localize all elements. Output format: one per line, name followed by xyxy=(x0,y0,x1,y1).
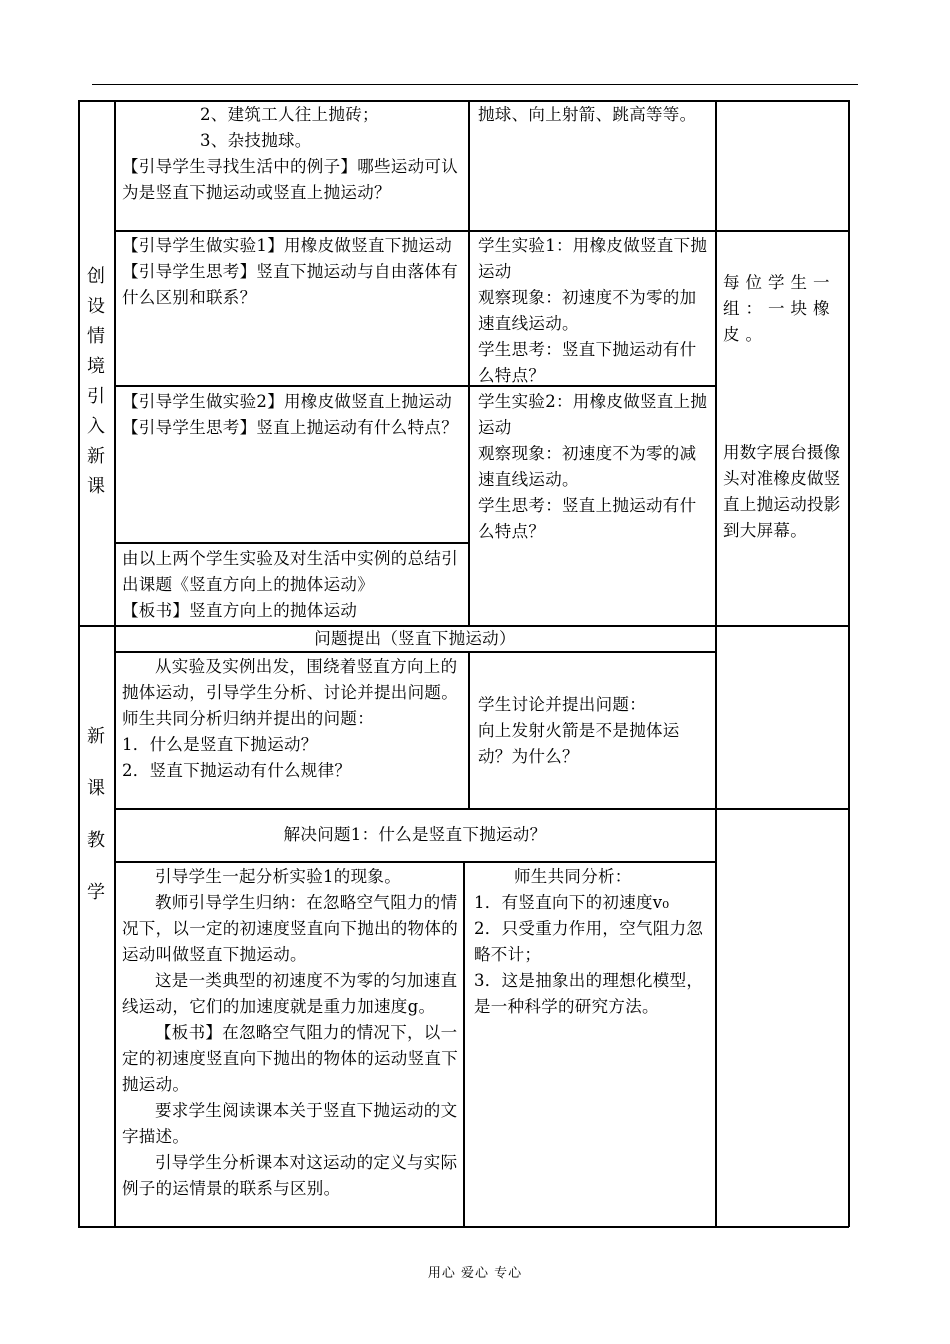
text-line: 【板书】竖直方向上的抛体运动 xyxy=(122,601,358,620)
text-line: 【板书】在忽略空气阻力的情况下，以一定的初速度竖直向下抛出的物体的运动竖直下抛运动。 xyxy=(122,1023,458,1094)
teaching-row1-teacher xyxy=(122,654,464,784)
text-line: 学生思考：竖直上抛运动有什么特点？ xyxy=(478,496,697,541)
text-line: 由以上两个学生实验及对生活中实例的总结引出课题《竖直方向上的抛体运动》 xyxy=(122,549,458,594)
text-line: 【引导学生做实验2】用橡皮做竖直上抛运动【引导学生思考】竖直上抛运动有什么特点？ xyxy=(122,392,458,437)
intro-row2-teacher xyxy=(122,233,464,311)
label-char: 境 xyxy=(87,356,105,377)
text-line: 引导学生分析课本对这运动的定义与实际例子的运情景的联系与区别。 xyxy=(122,1153,458,1198)
text-line: 师生共同分析： xyxy=(514,867,632,886)
text-line: 学生实验1：用橡皮做竖直下抛运动 xyxy=(478,236,708,281)
page-footer: 用心 爱心 专心 xyxy=(427,1266,523,1281)
teaching-row2-teacher xyxy=(122,864,459,1202)
text-line: 1．有竖直向下的初速度v₀ xyxy=(474,893,670,912)
text-line: 教师引导学生归纳：在忽略空气阻力的情况下，以一定的初速度竖直向下抛出的物体的运动叫做竖直下抛运动。 xyxy=(122,893,458,964)
label-char: 新 xyxy=(87,726,105,747)
text-line: 每位学生一组：一块橡皮。 xyxy=(723,273,836,344)
text-line: 引导学生一起分析实验1的现象。 xyxy=(155,867,401,886)
intro-row3-media xyxy=(723,440,843,544)
text-line: 向上发射火箭是不是抛体运动？为什么？ xyxy=(478,721,680,766)
intro-row3-student xyxy=(478,389,710,545)
label-char: 引 xyxy=(87,386,105,407)
intro-row3-teacher xyxy=(122,389,464,441)
text-line: 【引导学生做实验1】用橡皮做竖直下抛运动 xyxy=(122,236,452,255)
text-line: 学生思考：竖直下抛运动有什么特点？ xyxy=(478,340,697,385)
text-line: 学生实验2：用橡皮做竖直上抛运动 xyxy=(478,392,708,437)
text-line: 学生讨论并提出问题： xyxy=(478,695,646,714)
text-line: 1．什么是竖直下抛运动？ xyxy=(122,735,318,754)
label-char: 教 xyxy=(87,830,105,851)
label-char: 设 xyxy=(87,296,105,317)
text-line: 2．竖直下抛运动有什么规律？ xyxy=(122,761,352,780)
text-line: 这是一类典型的初速度不为零的匀加速直线运动，它们的加速度就是重力加速度g。 xyxy=(122,971,458,1016)
intro-row1-student xyxy=(478,102,710,128)
text-line: 【引导学生寻找生活中的例子】哪些运动可认为是竖直下抛运动或竖直上抛运动？ xyxy=(122,157,458,202)
text-line: 抛球、向上射箭、跳高等等。 xyxy=(478,105,697,124)
text-line: 3、杂技抛球。 xyxy=(200,131,312,150)
intro-row1-teacher xyxy=(122,102,464,206)
text-line: 要求学生阅读课本关于竖直下抛运动的文字描述。 xyxy=(122,1101,458,1146)
text-line: 3．这是抽象出的理想化模型，是一种科学的研究方法。 xyxy=(474,971,704,1016)
text-line: 2、建筑工人往上抛砖； xyxy=(200,105,379,124)
section2-header2: 解决问题1：什么是竖直下抛运动？ xyxy=(283,825,547,844)
teaching-row1-student xyxy=(478,692,710,770)
text-line: 【引导学生思考】竖直下抛运动与自由落体有什么区别和联系？ xyxy=(122,262,458,307)
text-line: 观察现象：初速度不为零的减速直线运动。 xyxy=(478,444,697,489)
label-char: 创 xyxy=(87,266,105,287)
text-line: 用数字展台摄像头对准橡皮做竖直上抛运动投影到大屏幕。 xyxy=(723,443,841,540)
intro-row2-media xyxy=(723,270,841,348)
label-char: 课 xyxy=(87,778,105,799)
section-label-teaching xyxy=(78,722,114,904)
label-char: 新 xyxy=(87,446,105,467)
label-char: 课 xyxy=(87,476,105,497)
text-line: 2．只受重力作用，空气阻力忽略不计； xyxy=(474,919,704,964)
label-char: 情 xyxy=(87,326,105,347)
intro-row4-teacher xyxy=(122,546,464,624)
intro-row2-student xyxy=(478,233,710,389)
label-char: 学 xyxy=(87,882,105,903)
section-label-intro xyxy=(78,262,114,498)
label-char: 入 xyxy=(87,416,105,437)
section2-header1: 问题提出（竖直下抛运动） xyxy=(314,629,516,648)
text-line: 从实验及实例出发，围绕着竖直方向上的抛体运动，引导学生分析、讨论并提出问题。师生共同分析归纳并提出的问题： xyxy=(122,657,458,728)
teaching-row2-student xyxy=(474,864,710,1020)
text-line: 观察现象：初速度不为零的加速直线运动。 xyxy=(478,288,697,333)
